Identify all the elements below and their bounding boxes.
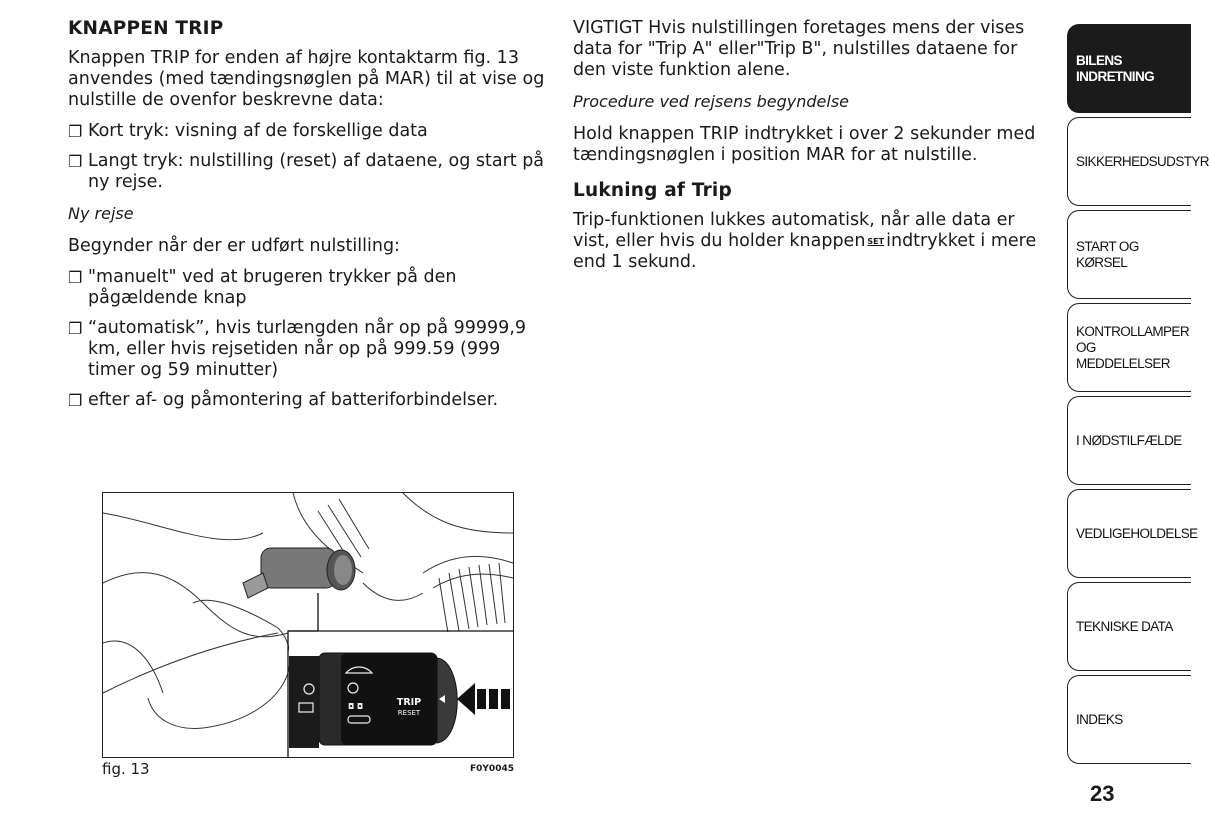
- trip-label: TRIP: [396, 697, 422, 708]
- figure-code: F0Y0045: [470, 764, 514, 774]
- tab-start-og-korsel[interactable]: START OG KØRSEL: [1067, 210, 1191, 299]
- figure-caption: fig. 13: [102, 760, 150, 778]
- list-item: ❐ efter af- og påmontering af batteriforbindelser.: [68, 390, 499, 410]
- checkbox-bullet-icon: ❐: [68, 319, 83, 338]
- stalk-illustration: [103, 493, 513, 757]
- section-heading-knappen-trip: KNAPPEN TRIP: [68, 18, 224, 39]
- trip-button-figure: [102, 492, 514, 758]
- stalk-knob-small: [243, 548, 355, 598]
- page-number: 23: [1090, 781, 1115, 806]
- tab-kontrollamper[interactable]: KONTROLLAMPER OG MEDDELELSER: [1067, 303, 1191, 392]
- tab-tekniske-data[interactable]: TEKNISKE DATA: [1067, 582, 1191, 671]
- tab-i-nodstilfaelde[interactable]: I NØDSTILFÆLDE: [1067, 396, 1191, 485]
- procedure-text: Hold knappen TRIP indtrykket i over 2 sekunder med tændingsnøglen i position MAR for at nulstille.: [573, 124, 1036, 165]
- tab-sikkerhedsudstyr[interactable]: SIKKERHEDSUDSTYR: [1067, 117, 1191, 206]
- subheading-ny-rejse: Ny rejse: [68, 204, 134, 223]
- tab-bilens-indretning[interactable]: BILENS INDRETNING: [1067, 24, 1191, 113]
- list-item: ❐ “automatisk”, hvis turlængden når op på 99999,9 km, eller hvis rejsetiden når op på 999.59 (999 timer og 59 minutter): [68, 318, 527, 380]
- ny-rejse-paragraph: Begynder når der er udført nulstilling:: [68, 236, 400, 256]
- left-column: [68, 18, 550, 420]
- intro-paragraph: Knappen TRIP for enden af højre kontaktarm fig. 13 anvendes (med tændingsnøglen på MAR) til at vise og nulstille de ovenfor beskrevne data:: [68, 48, 545, 110]
- chapter-tabs: [1067, 24, 1209, 768]
- procedure-title: Procedure ved rejsens begyndelse: [573, 92, 850, 111]
- list-item: ❐ Kort tryk: visning af de forskellige data: [68, 121, 428, 141]
- checkbox-bullet-icon: ❐: [68, 122, 83, 141]
- svg-text:◘ ◘: ◘ ◘: [348, 702, 364, 711]
- list-item: ❐ Langt tryk: nulstilling (reset) af dataene, og start på ny rejse.: [68, 151, 545, 192]
- checkbox-bullet-icon: ❐: [68, 268, 83, 287]
- set-button-icon: SET: [867, 237, 885, 246]
- closing-paragraph: Trip-funktionen lukkes automatisk, når alle data er vist, eller hvis du holder knappen SET indtrykket i mere end 1 sekund.: [573, 210, 1037, 272]
- list-item: ❐ "manuelt" ved at brugeren trykker på den pågældende knap: [68, 267, 457, 308]
- checkbox-bullet-icon: ❐: [68, 152, 83, 171]
- reset-label: RESET: [397, 709, 421, 717]
- tab-vedligeholdelse[interactable]: VEDLIGEHOLDELSE: [1067, 489, 1191, 578]
- right-column: [573, 18, 1053, 283]
- important-note: VIGTIGT Hvis nulstillingen foretages mens der vises data for "Trip A" eller"Trip B", nulstilles dataene for den viste funktion alene.: [573, 18, 1025, 80]
- checkbox-bullet-icon: ❐: [68, 391, 83, 410]
- section-heading-lukning: Lukning af Trip: [573, 180, 732, 201]
- tab-indeks[interactable]: INDEKS: [1067, 675, 1191, 764]
